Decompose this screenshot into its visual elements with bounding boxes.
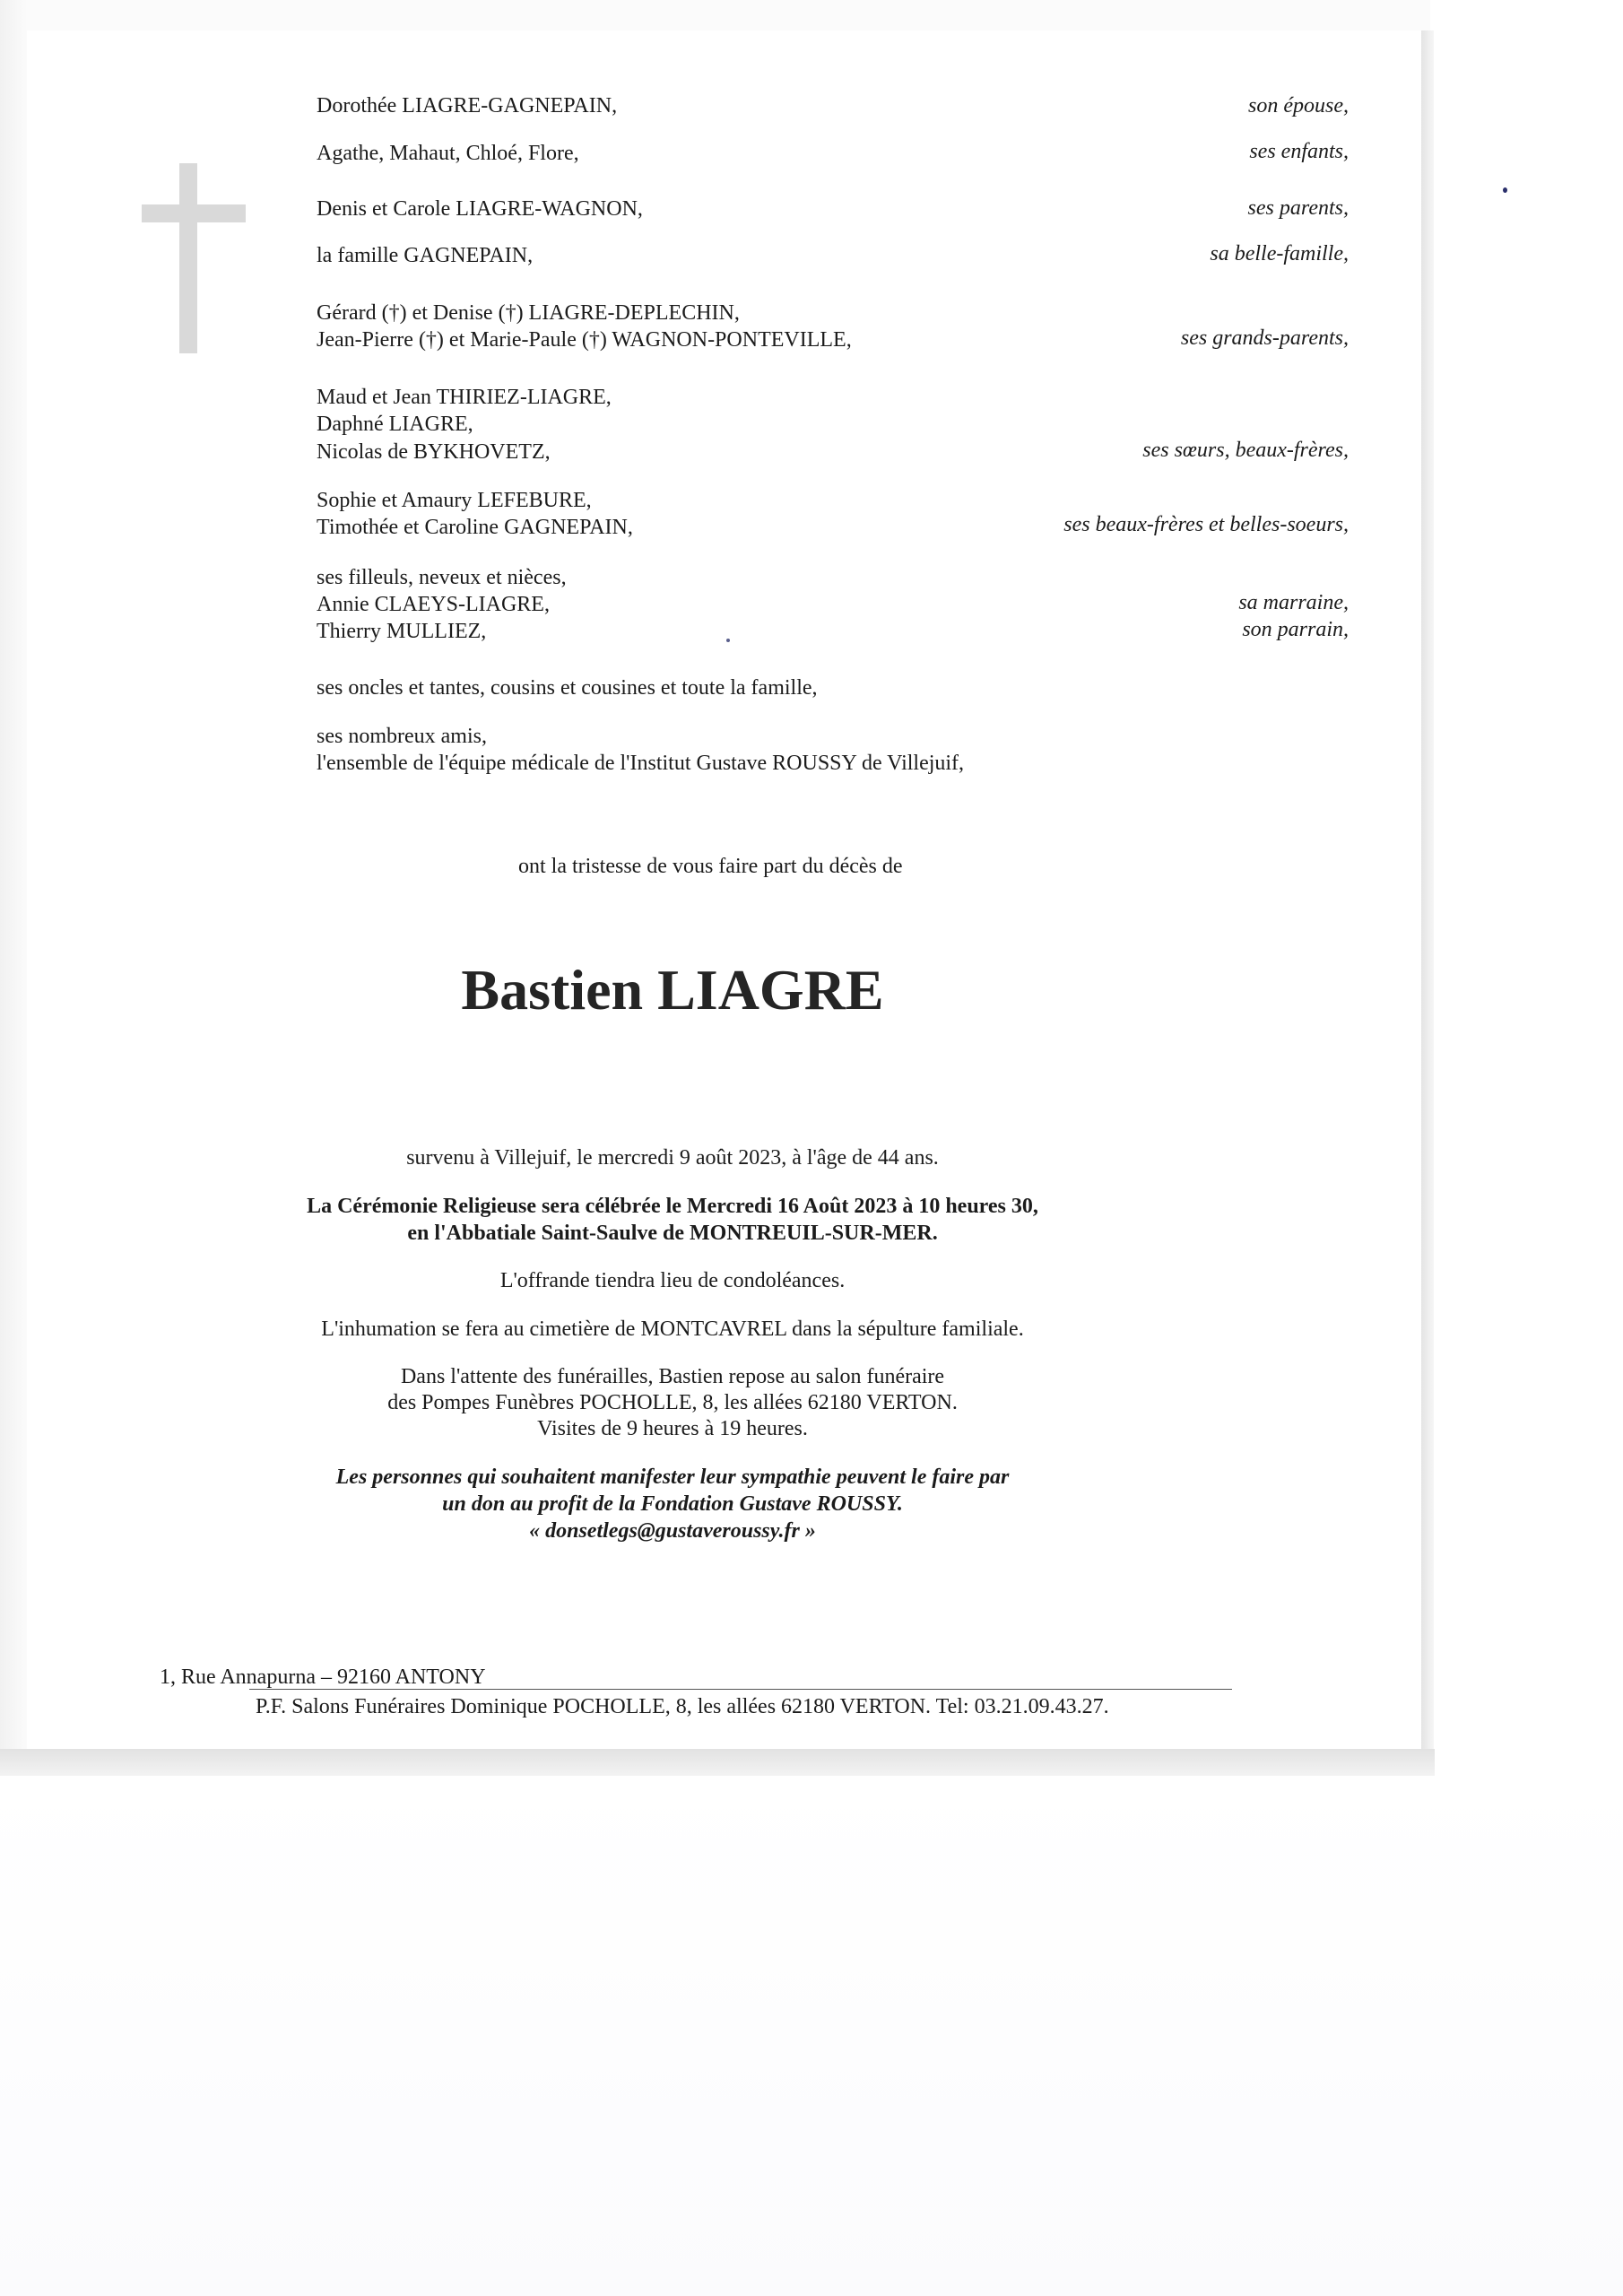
grandparents-role: ses grands-parents, <box>1180 326 1349 350</box>
footer-address: 1, Rue Annapurna – 92160 ANTONY <box>160 1665 486 1689</box>
scan-speck <box>1503 187 1507 193</box>
visitation-line-2: des Pompes Funèbres POCHOLLE, 8, les allées 62180 VERTON. <box>387 1391 958 1414</box>
extended-family: ses oncles et tantes, cousins et cousines et toute la famille, <box>317 676 818 700</box>
grandparents-line-2: Jean-Pierre (†) et Marie-Paule (†) WAGNON-PONTEVILLE, <box>317 328 852 352</box>
parents-role: ses parents, <box>1247 196 1349 220</box>
donation-line-2: un don au profit de la Fondation Gustave ROUSSY. <box>442 1492 903 1516</box>
scan-speck <box>726 639 730 642</box>
godchildren-line: ses filleuls, neveux et nièces, <box>317 566 567 589</box>
visitation-line-3: Visites de 9 heures à 19 heures. <box>537 1417 808 1440</box>
donation-line-1: Les personnes qui souhaitent manifester leur sympathie peuvent le faire par <box>335 1465 1010 1489</box>
godmother-name: Annie CLAEYS-LIAGRE, <box>317 593 550 616</box>
ceremony-line-2: en l'Abbatiale Saint-Saulve de MONTREUIL-SUR-MER. <box>407 1222 938 1245</box>
siblings-line-1: Maud et Jean THIRIEZ-LIAGRE, <box>317 386 612 409</box>
scan-background <box>0 1776 1623 2296</box>
announcement: ont la tristesse de vous faire part du décès de <box>518 855 903 878</box>
sheet-edge-right <box>1421 30 1434 1775</box>
godmother-role: sa marraine, <box>1238 591 1349 614</box>
inlaws-role: sa belle-famille, <box>1210 242 1349 265</box>
siblings-inlaw-line-2: Timothée et Caroline GAGNEPAIN, <box>317 516 633 539</box>
sheet-bottom-shadow <box>0 1749 1435 1776</box>
siblings-role: ses sœurs, beaux-frères, <box>1142 439 1349 462</box>
parents-names: Denis et Carole LIAGRE-WAGNON, <box>317 197 643 221</box>
grandparents-line-1: Gérard (†) et Denise (†) LIAGRE-DEPLECHIN, <box>317 301 740 325</box>
siblings-line-3: Nicolas de BYKHOVETZ, <box>317 440 551 464</box>
footer-funeral-home: P.F. Salons Funéraires Dominique POCHOLLE, 8, les allées 62180 VERTON. Tel: 03.21.09.43.27. <box>256 1695 1109 1718</box>
inlaws-names: la famille GAGNEPAIN, <box>317 244 534 267</box>
siblings-line-2: Daphné LIAGRE, <box>317 413 473 436</box>
spouse-role: son épouse, <box>1248 94 1349 117</box>
footer-rule <box>249 1689 1232 1690</box>
children-role: ses enfants, <box>1249 140 1349 163</box>
friends-line-1: ses nombreux amis, <box>317 725 487 748</box>
siblings-inlaw-line-1: Sophie et Amaury LEFEBURE, <box>317 489 592 512</box>
ceremony-line-1: La Cérémonie Religieuse sera célébrée le Mercredi 16 Août 2023 à 10 heures 30, <box>307 1195 1038 1218</box>
godfather-role: son parrain, <box>1242 618 1349 641</box>
offering: L'offrande tiendra lieu de condoléances. <box>499 1269 846 1292</box>
donation-line-3: « donsetlegs@gustaveroussy.fr » <box>529 1519 816 1543</box>
godfather-name: Thierry MULLIEZ, <box>317 620 487 643</box>
visitation-line-1: Dans l'attente des funérailles, Bastien repose au salon funéraire <box>400 1365 945 1388</box>
burial: L'inhumation se fera au cimetière de MONTCAVREL dans la sépulture familiale. <box>321 1318 1024 1341</box>
siblings-inlaw-role: ses beaux-frères et belles-soeurs, <box>1063 513 1349 536</box>
spouse-name: Dorothée LIAGRE-GAGNEPAIN, <box>317 94 618 117</box>
death-details: survenu à Villejuif, le mercredi 9 août 2023, à l'âge de 44 ans. <box>406 1146 939 1170</box>
friends-line-2: l'ensemble de l'équipe médicale de l'Institut Gustave ROUSSY de Villejuif, <box>317 752 965 775</box>
deceased-name: Bastien LIAGRE <box>461 958 884 1022</box>
sheet-edge-top <box>27 0 1430 30</box>
children-names: Agathe, Mahaut, Chloé, Flore, <box>317 142 579 165</box>
